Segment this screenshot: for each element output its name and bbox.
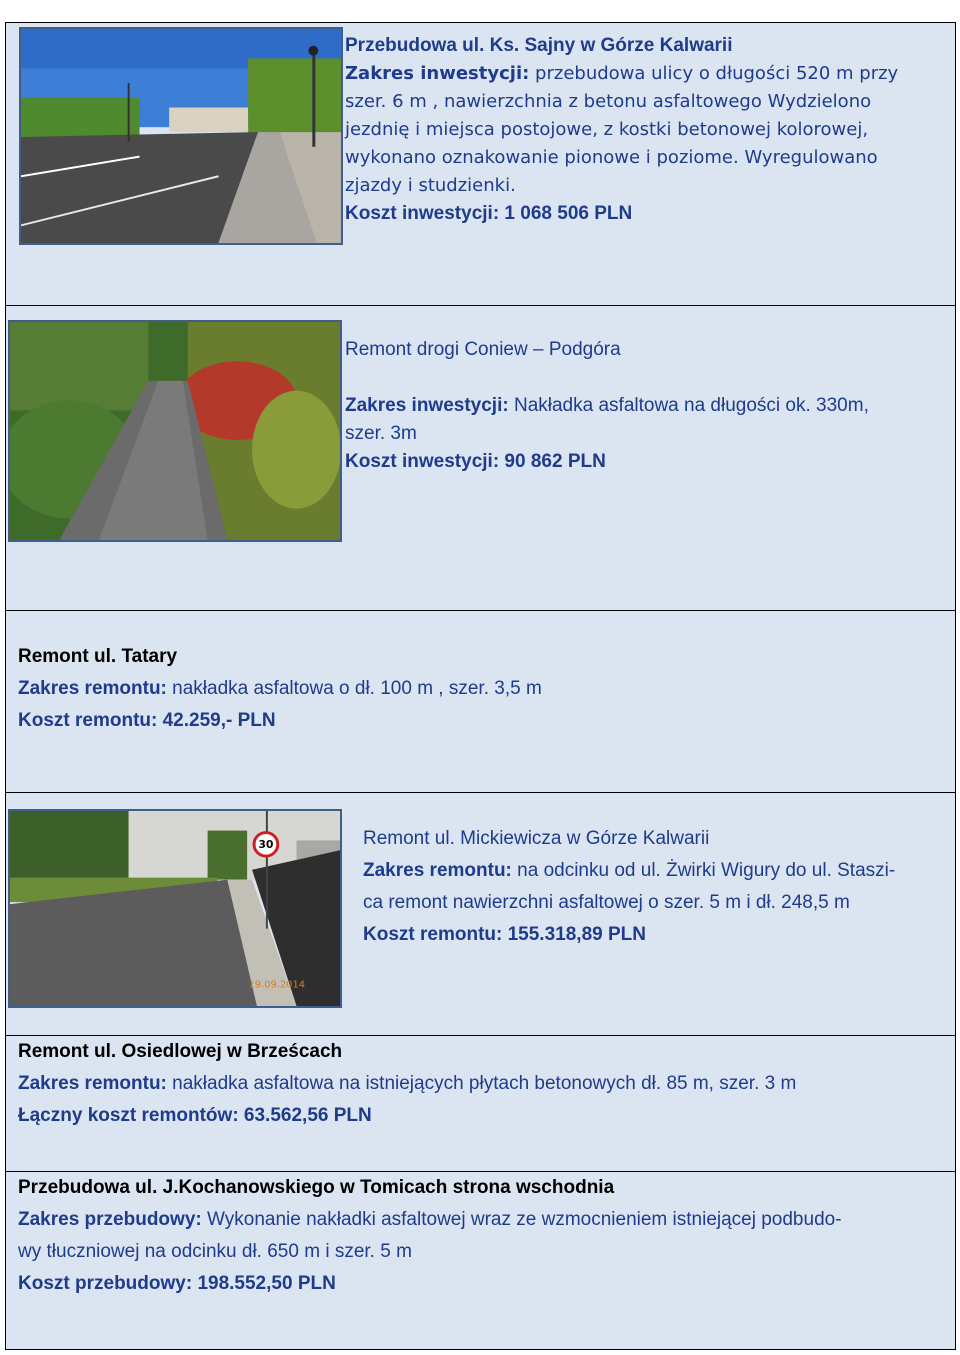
entry-6-scope-line: Wykonanie nakładki asfaltowej wraz ze wzmocnieniem istniejącej podbudo- bbox=[201, 1209, 842, 1230]
entry-4-cost: Koszt remontu: 155.318,89 PLN bbox=[363, 924, 646, 945]
entry-3-scope-label: Zakres remontu: bbox=[18, 678, 167, 699]
entry-6-title: Przebudowa ul. J.Kochanowskiego w Tomicach strona wschodnia bbox=[18, 1177, 615, 1198]
entry-1-scope-line: szer. 6 m , nawierzchnia z betonu asfaltowego Wydzielono bbox=[345, 91, 872, 112]
photo-street-sajny bbox=[19, 27, 343, 245]
entry-6-scope-line: wy tłuczniowej na odcinku dł. 650 m i szer. 5 m bbox=[18, 1241, 412, 1262]
entry-4-scope-label: Zakres remontu: bbox=[363, 860, 512, 881]
photo-street-mickiewicza bbox=[8, 809, 342, 1008]
document-page bbox=[5, 0, 958, 1350]
entry-1-scope-line: zjazdy i studzienki. bbox=[345, 175, 516, 196]
entry-1-scope-label: Zakres inwestycji: bbox=[345, 63, 530, 84]
speed-sign-text: 30 bbox=[258, 838, 274, 852]
entry-5-text bbox=[18, 1036, 948, 1132]
entry-5-scope-line: nakładka asfaltowa na istniejących płytach betonowych dł. 85 m, szer. 3 m bbox=[166, 1073, 797, 1094]
entry-3-text bbox=[18, 641, 938, 737]
entry-6-scope-label: Zakres przebudowy: bbox=[18, 1209, 202, 1230]
entry-mickiewicza bbox=[5, 793, 956, 1036]
entry-4-scope-line: ca remont nawierzchni asfaltowej o szer. 5 m i dł. 248,5 m bbox=[363, 892, 850, 913]
entry-kochanowskiego bbox=[5, 1172, 956, 1350]
entry-3-scope-line: nakładka asfaltowa o dł. 100 m , szer. 3,5 m bbox=[166, 678, 542, 699]
entry-3-title-a: Remont ul. Tatary bbox=[18, 646, 178, 667]
entry-6-text bbox=[18, 1172, 948, 1300]
entry-1-scope-line: przebudowa ulicy o długości 520 m przy bbox=[529, 63, 899, 84]
entry-6-cost: Koszt przebudowy: 198.552,50 PLN bbox=[18, 1273, 336, 1294]
entry-5-cost: Łączny koszt remontów: 63.562,56 PLN bbox=[18, 1105, 372, 1126]
entry-1-text bbox=[345, 32, 945, 228]
entry-1-title: Przebudowa ul. Ks. Sajny w Górze Kalwarii bbox=[345, 35, 733, 56]
entry-1-cost: Koszt inwestycji: 1 068 506 PLN bbox=[345, 203, 633, 224]
photo-date-stamp: 19.09.2014 bbox=[248, 979, 306, 991]
photo-road-coniew bbox=[8, 320, 342, 542]
entry-5-scope-label: Zakres remontu: bbox=[18, 1073, 167, 1094]
entry-tatary bbox=[5, 611, 956, 793]
entry-osiedlowa bbox=[5, 1036, 956, 1172]
entry-3-cost: Koszt remontu: 42.259,- PLN bbox=[18, 710, 276, 731]
entry-2-cost: Koszt inwestycji: 90 862 PLN bbox=[345, 451, 606, 472]
entry-4-scope-line: na odcinku od ul. Żwirki Wigury do ul. Staszi- bbox=[511, 860, 896, 881]
entry-4-text bbox=[363, 823, 948, 951]
entry-2-title: Remont drogi Coniew – Podgóra bbox=[345, 339, 621, 360]
entry-4-title: Remont ul. Mickiewicza w Górze Kalwarii bbox=[363, 828, 710, 849]
entry-coniew-podgora bbox=[5, 306, 956, 611]
entry-2-scope-label: Zakres inwestycji: bbox=[345, 395, 509, 416]
entry-2-text bbox=[345, 336, 945, 476]
entry-ks-sajny bbox=[5, 22, 956, 306]
entry-2-scope-line: Nakładka asfaltowa na długości ok. 330m, bbox=[508, 395, 869, 416]
entry-1-scope-line: wykonano oznakowanie pionowe i poziome. Wyregulowano bbox=[345, 147, 878, 168]
entry-1-scope-line: jezdnię i miejsca postojowe, z kostki betonowej kolorowej, bbox=[345, 119, 869, 140]
entry-5-title: Remont ul. Osiedlowej w Brześcach bbox=[18, 1041, 343, 1062]
entry-2-scope-line: szer. 3m bbox=[345, 423, 417, 444]
